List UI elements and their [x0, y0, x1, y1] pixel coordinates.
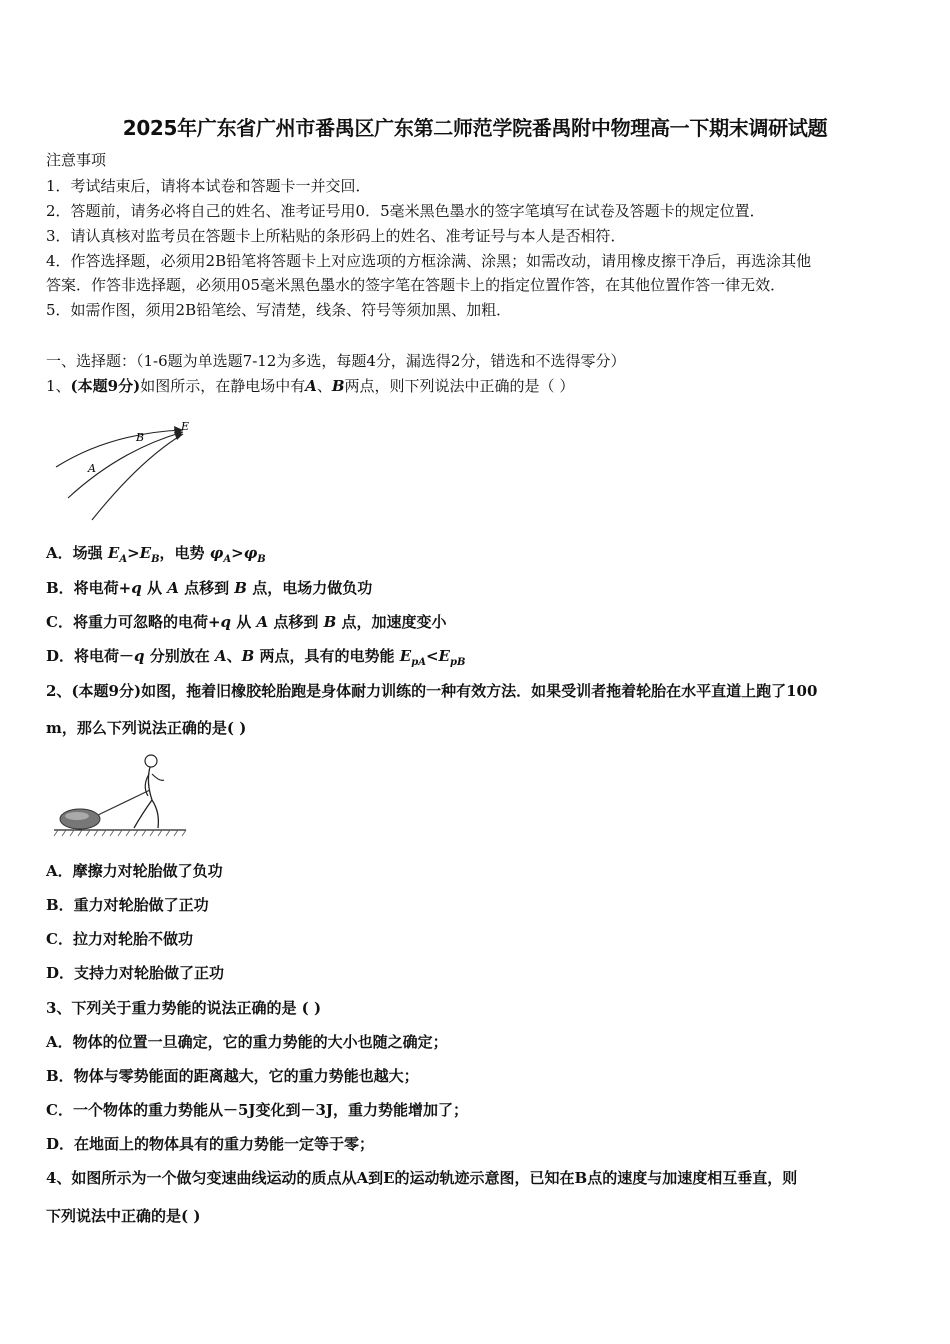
notice-item-3: 3．请认真核对监考员在答题卡上所粘贴的条形码上的姓名、准考证号与本人是否相符． — [46, 227, 626, 245]
question-1-option-c: C．将重力可忽略的电荷+q 从 A 点移到 B 点，加速度变小 — [46, 613, 447, 631]
question-3-option-d: D．在地面上的物体具有的重力势能一定等于零； — [46, 1135, 375, 1153]
question-2-option-b: B．重力对轮胎做了正功 — [46, 896, 209, 914]
question-3-option-a: A．物体的位置一旦确定，它的重力势能的大小也随之确定； — [46, 1033, 448, 1051]
notice-item-4-cont: 答案．作答非选择题，必须用05毫米黑色墨水的签字笔在答题卡上的指定位置作答，在其他位置作答一律无效． — [46, 276, 786, 294]
page-title: 2025年广东省广州市番禺区广东第二师范学院番禺附中物理高一下期末调研试题 — [122, 116, 828, 140]
section-heading: 一、选择题：（1-6题为单选题7-12为多选，每题4分，漏选得2分，错选和不选得零分） — [46, 352, 626, 370]
question-1-stem: 1、(本题9分)如图所示，在静电场中有A、B两点，则下列说法中正确的是（ ） — [46, 377, 575, 395]
field-e-label: E — [181, 420, 190, 433]
notice-item-4: 4．作答选择题，必须用2B铅笔将答题卡上对应选项的方框涂满、涂黑；如需改动，请用橡皮擦干净后，再选涂其他 — [46, 252, 812, 270]
electric-field-figure — [50, 415, 200, 525]
question-2-option-a: A．摩擦力对轮胎做了负功 — [46, 862, 223, 880]
notice-heading: 注意事项 — [46, 151, 107, 169]
question-4-stem-cont: 下列说法中正确的是( ) — [46, 1207, 201, 1225]
point-a-label: A — [88, 462, 96, 475]
question-3-option-b: B．物体与零势能面的距离越大，它的重力势能也越大； — [46, 1067, 419, 1085]
question-1-option-b: B．将电荷+q 从 A 点移到 B 点，电场力做负功 — [46, 579, 373, 597]
question-2-stem: 2、(本题9分)如图，拖着旧橡胶轮胎跑是身体耐力训练的一种有效方法．如果受训者拖着轮胎在水平直道上跑了100 — [46, 682, 818, 700]
notice-item-5: 5．如需作图，须用2B铅笔绘、写清楚，线条、符号等须加黑、加粗． — [46, 301, 512, 319]
question-1-option-a: A．场强 $E_A>E_B$，电势 $\varphi_A>\varphi_B$ — [46, 544, 266, 565]
point-b-label: B — [136, 431, 145, 444]
question-1-option-d: D．将电荷－q 分别放在 A、B 两点，具有的电势能 $E_{pA}<E_{pB}$ — [46, 647, 466, 668]
question-2-option-c: C．拉力对轮胎不做功 — [46, 930, 193, 948]
question-2-stem-cont: m，那么下列说法正确的是( ) — [46, 719, 247, 737]
tire-pulling-figure — [52, 752, 192, 837]
question-2-option-d: D．支持力对轮胎做了正功 — [46, 964, 225, 982]
question-3-stem: 3、下列关于重力势能的说法正确的是 ( ) — [46, 999, 322, 1017]
notice-item-2: 2．答题前，请务必将自己的姓名、准考证号用0．5毫米黑色墨水的签字笔填写在试卷及答题卡的规定位置． — [46, 202, 765, 220]
notice-item-1: 1．考试结束后，请将本试卷和答题卡一并交回． — [46, 177, 371, 195]
question-3-option-c: C．一个物体的重力势能从－5J变化到－3J，重力势能增加了； — [46, 1101, 469, 1119]
question-4-stem: 4、如图所示为一个做匀变速曲线运动的质点从A到E的运动轨迹示意图，已知在B点的速度与加速度相互垂直，则 — [46, 1169, 798, 1187]
